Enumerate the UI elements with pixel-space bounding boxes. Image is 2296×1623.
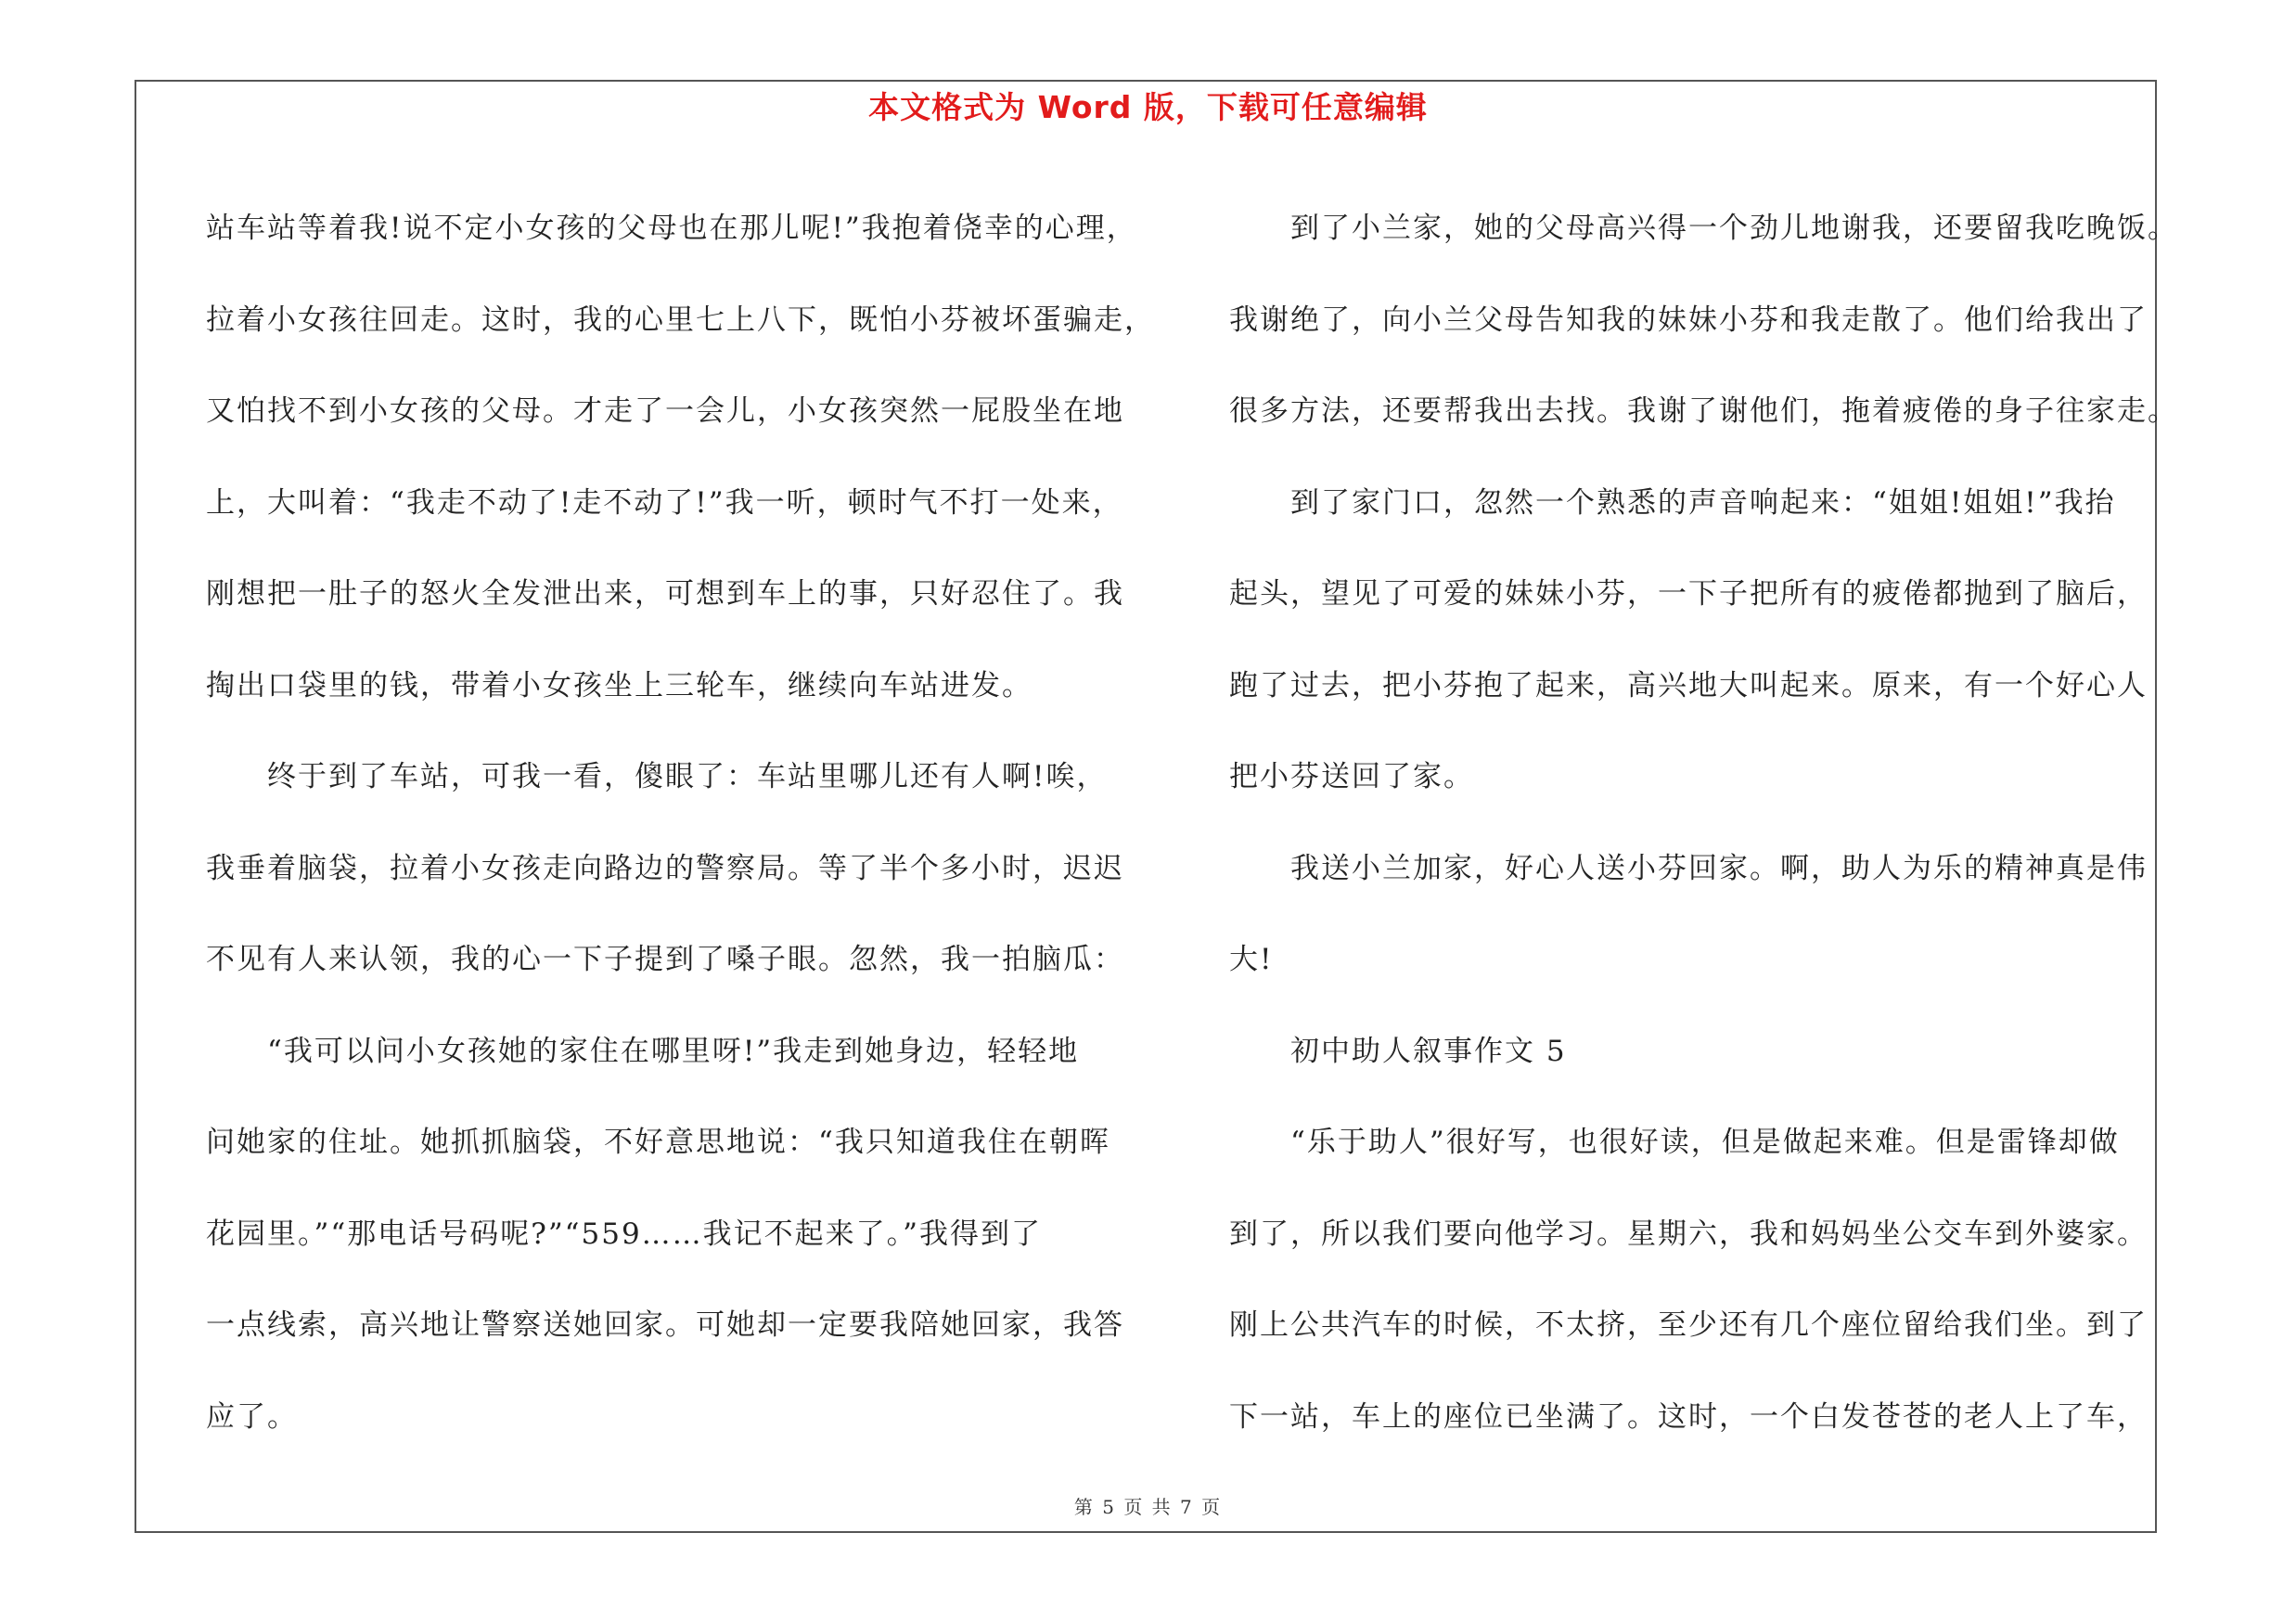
text-line: 刚想把一肚子的怒火全发泄出来，可想到车上的事，只好忍住了。我 [206,577,1124,611]
text-line: 站车站等着我!说不定小女孩的父母也在那儿呢!”我抱着侥幸的心理， [206,212,1137,245]
text-line: 到了，所以我们要向他学习。星期六，我和妈妈坐公交车到外婆家。 [1229,1217,2148,1251]
text-line: 下一站，车上的座位已坐满了。这时，一个白发苍苍的老人上了车， [1229,1399,2148,1434]
left-text-column [206,183,1155,1462]
text-line: 大! [1229,943,1274,976]
text-line: 初中助人叙事作文 5 [1290,1034,1567,1068]
text-line: 拉着小女孩往回走。这时，我的心里七上八下，既怕小芬被坏蛋骗走， [206,303,1155,337]
text-line: 我送小兰加家，好心人送小芬回家。啊，助人为乐的精神真是伟 [1290,851,2148,885]
text-line: 我垂着脑袋，拉着小女孩走向路边的警察局。等了半个多小时，迟迟 [206,851,1124,885]
text-line: 又怕找不到小女孩的父母。才走了一会儿，小女孩突然一屁股坐在地 [206,394,1124,428]
text-line: 起头，望见了可爱的妹妹小芬，一下子把所有的疲倦都抛到了脑后， [1229,577,2148,611]
text-line: 我谢绝了，向小兰父母告知我的妹妹小芬和我走散了。他们给我出了 [1229,303,2148,337]
text-line: 到了家门口，忽然一个熟悉的声音响起来：“姐姐!姐姐!”我抬 [1290,485,2116,520]
text-line: 上，大叫着：“我走不动了!走不动了!”我一听，顿时气不打一处来， [206,485,1123,520]
text-line: 一点线索，高兴地让警察送她回家。可她却一定要我陪她回家，我答 [206,1308,1124,1342]
text-line: 不见有人来认领，我的心一下子提到了嗓子眼。忽然，我一拍脑瓜： [206,943,1124,976]
text-line: 花园里。”“那电话号码呢?”“559……我记不起来了。”我得到了 [206,1217,1043,1251]
right-text-column [1229,183,2178,1462]
text-line: 把小芬送回了家。 [1229,760,1474,793]
text-line: “乐于助人”很好写，也很好读，但是做起来难。但是雷锋却做 [1290,1126,2120,1159]
text-line: 刚上公共汽车的时候，不太挤，至少还有几个座位留给我们坐。到了 [1229,1308,2148,1342]
format-banner: 本文格式为 Word 版，下载可任意编辑 [868,89,1428,125]
text-line: 问她家的住址。她抓抓脑袋，不好意思地说：“我只知道我住在朝晖 [206,1126,1110,1159]
page-footer: 第 5 页 共 7 页 [1073,1496,1223,1518]
text-line: 应了。 [206,1399,298,1434]
text-line: 掏出口袋里的钱，带着小女孩坐上三轮车，继续向车站进发。 [206,668,1033,702]
text-line: 终于到了车站，可我一看，傻眼了：车站里哪儿还有人啊!唉， [267,760,1108,793]
text-line: 跑了过去，把小芬抱了起来，高兴地大叫起来。原来，有一个好心人 [1229,668,2148,702]
text-line: “我可以问小女孩她的家住在哪里呀!”我走到她身边，轻轻地 [267,1034,1080,1068]
text-line: 到了小兰家，她的父母高兴得一个劲儿地谢我，还要留我吃晚饭。 [1290,212,2178,245]
text-line: 很多方法，还要帮我出去找。我谢了谢他们，拖着疲倦的身子往家走。 [1229,394,2178,428]
